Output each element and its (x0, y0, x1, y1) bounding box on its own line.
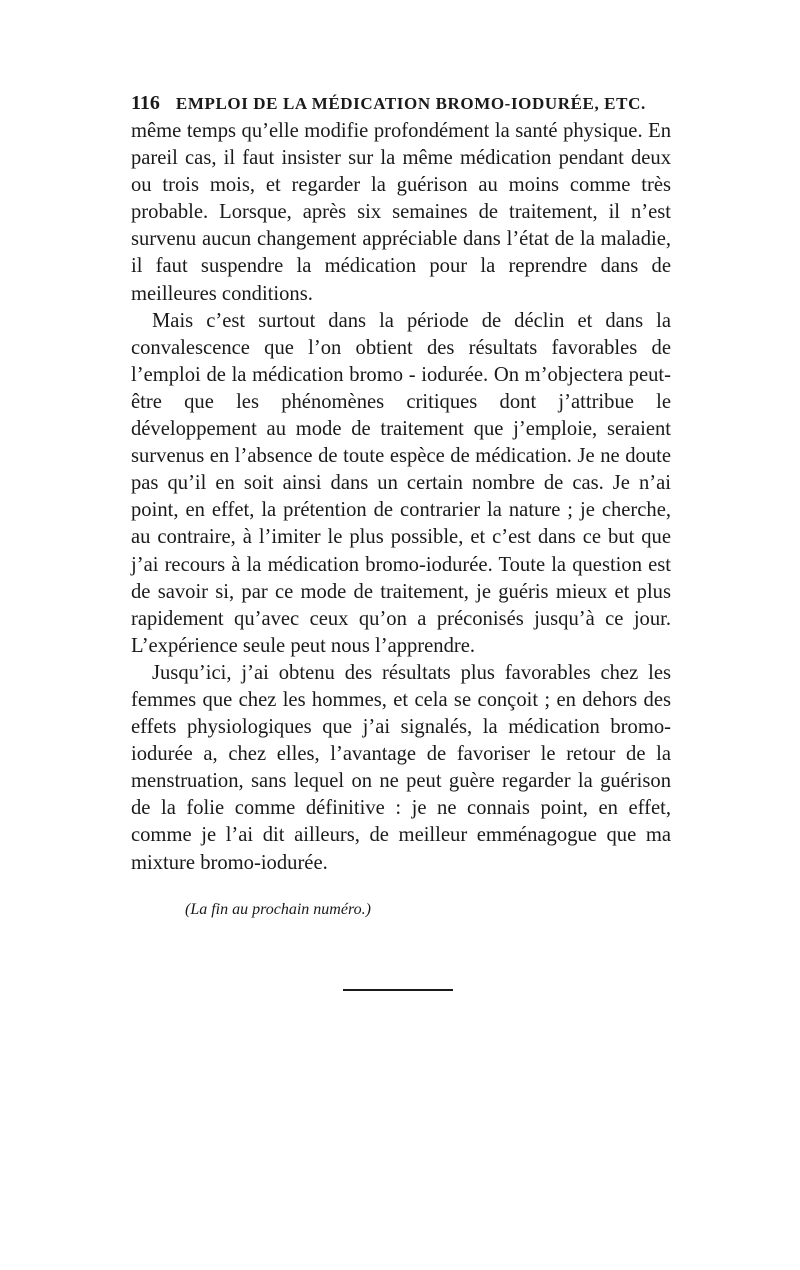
section-rule (343, 989, 453, 991)
running-title: EMPLOI DE LA MÉDICATION BROMO-IODURÉE, ETC. (175, 94, 646, 113)
body-text (131, 118, 671, 877)
paragraph: Jusqu’ici, j’ai obtenu des résultats plus favorables chez les femmes que chez les hommes, et cela se conçoit ; en dehors des effets physiologiques que j’ai signalés, la médication bromo-iodurée a, chez elles, l’avantage de favoriser le retour de la menstruation, sans lequel on ne peut guère regarder la guérison de la folie comme définitive : je ne connais point, en effet, comme je l’ai dit ailleurs, de meilleur emménagogue que ma mixture bromo-iodurée. (131, 661, 671, 874)
page-number: 116 (131, 92, 160, 114)
paragraph-continued: même temps qu’elle modifie profondément la santé physique. En pareil cas, il faut insister sur la même médication pendant deux ou trois mois, et regarder la guérison au moins comme très probable. Lorsque, après six semaines de traitement, il n’est survenu aucun changement appréciable dans l’état de la maladie, il faut suspendre la médication pour la reprendre dans de meilleures conditions. (131, 120, 671, 305)
running-head (131, 92, 671, 115)
book-page (131, 92, 671, 991)
paragraph: Mais c’est surtout dans la période de déclin et dans la convalescence que l’on obtient des résultats favorables de l’emploi de la médication bromo - iodurée. On m’objectera peut-être que les phénomènes critiques dont j’attribue le développement au mode de traitement que j’emploie, seraient survenus en l’absence de toute espèce de médication. Je ne doute pas qu’il en soit ainsi dans un certain nombre de cas. Je n’ai point, en effet, la prétention de contrarier la nature ; je cherche, au contraire, à l’imiter le plus possible, et c’est dans ce but que j’ai recours à la médication bromo-iodurée. Toute la question est de savoir si, par ce mode de traitement, je guéris mieux et plus rapidement qu’avec ceux qu’on a préconisés jusqu’à ce jour. L’expérience seule peut nous l’apprendre. (131, 309, 671, 657)
continuation-note: (La fin au prochain numéro.) (185, 900, 371, 918)
